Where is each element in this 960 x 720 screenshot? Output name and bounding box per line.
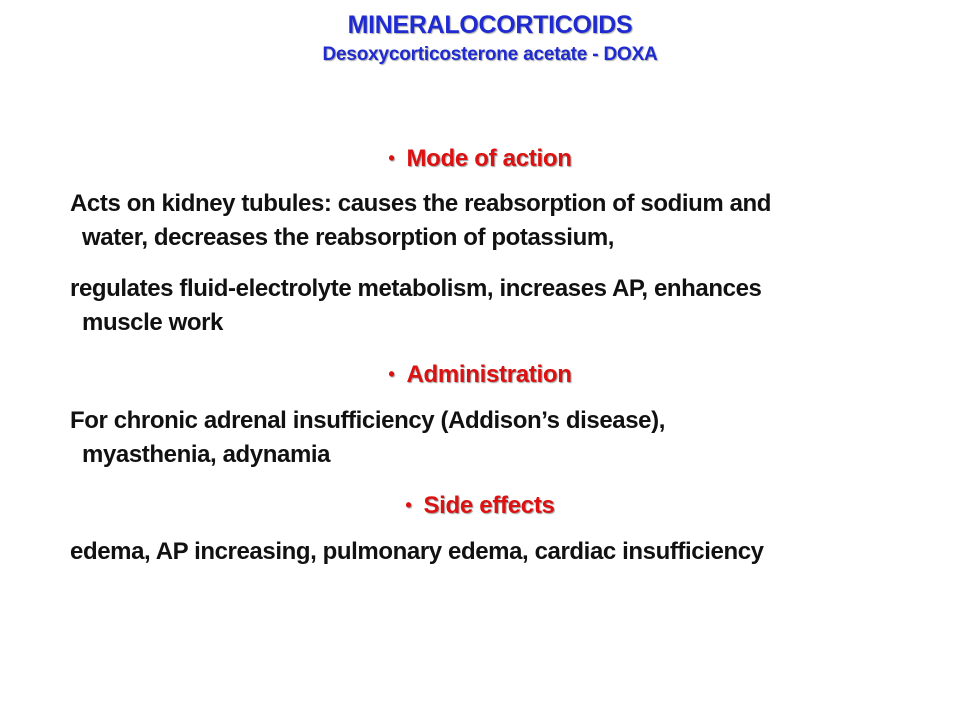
paragraph-line: Acts on kidney tubules: causes the reabsorption of sodium and: [70, 190, 772, 217]
paragraph-line: edema, AP increasing, pulmonary edema, cardiac insufficiency: [70, 538, 764, 565]
paragraph-line: For chronic adrenal insufficiency (Addison’s disease),: [70, 407, 665, 434]
heading-label: Mode of action: [406, 145, 572, 172]
paragraph-adrenal-insufficiency: [70, 404, 930, 472]
bullet-icon: •: [405, 495, 412, 515]
bullet-icon: •: [388, 364, 395, 384]
paragraph-fluid-electrolyte: [70, 272, 930, 340]
slide-title: MINERALOCORTICOIDS: [347, 11, 633, 39]
slide-subtitle: Desoxycorticosterone acetate - DOXA: [322, 44, 658, 65]
heading-label: Side effects: [423, 492, 555, 519]
heading-side-effects: [0, 489, 960, 522]
paragraph-line: myasthenia, adynamia: [82, 441, 331, 468]
heading-mode-of-action: [0, 142, 960, 175]
paragraph-line: regulates fluid-electrolyte metabolism, increases AP, enhances: [70, 275, 762, 302]
paragraph-side-effects: [70, 535, 930, 569]
heading-label: Administration: [406, 361, 572, 388]
heading-administration: [0, 358, 960, 391]
title-block: [0, 8, 960, 68]
paragraph-line: muscle work: [82, 309, 223, 336]
paragraph-line: water, decreases the reabsorption of potassium,: [82, 224, 615, 251]
paragraph-kidney-tubules: [70, 187, 930, 255]
bullet-icon: •: [388, 148, 395, 168]
